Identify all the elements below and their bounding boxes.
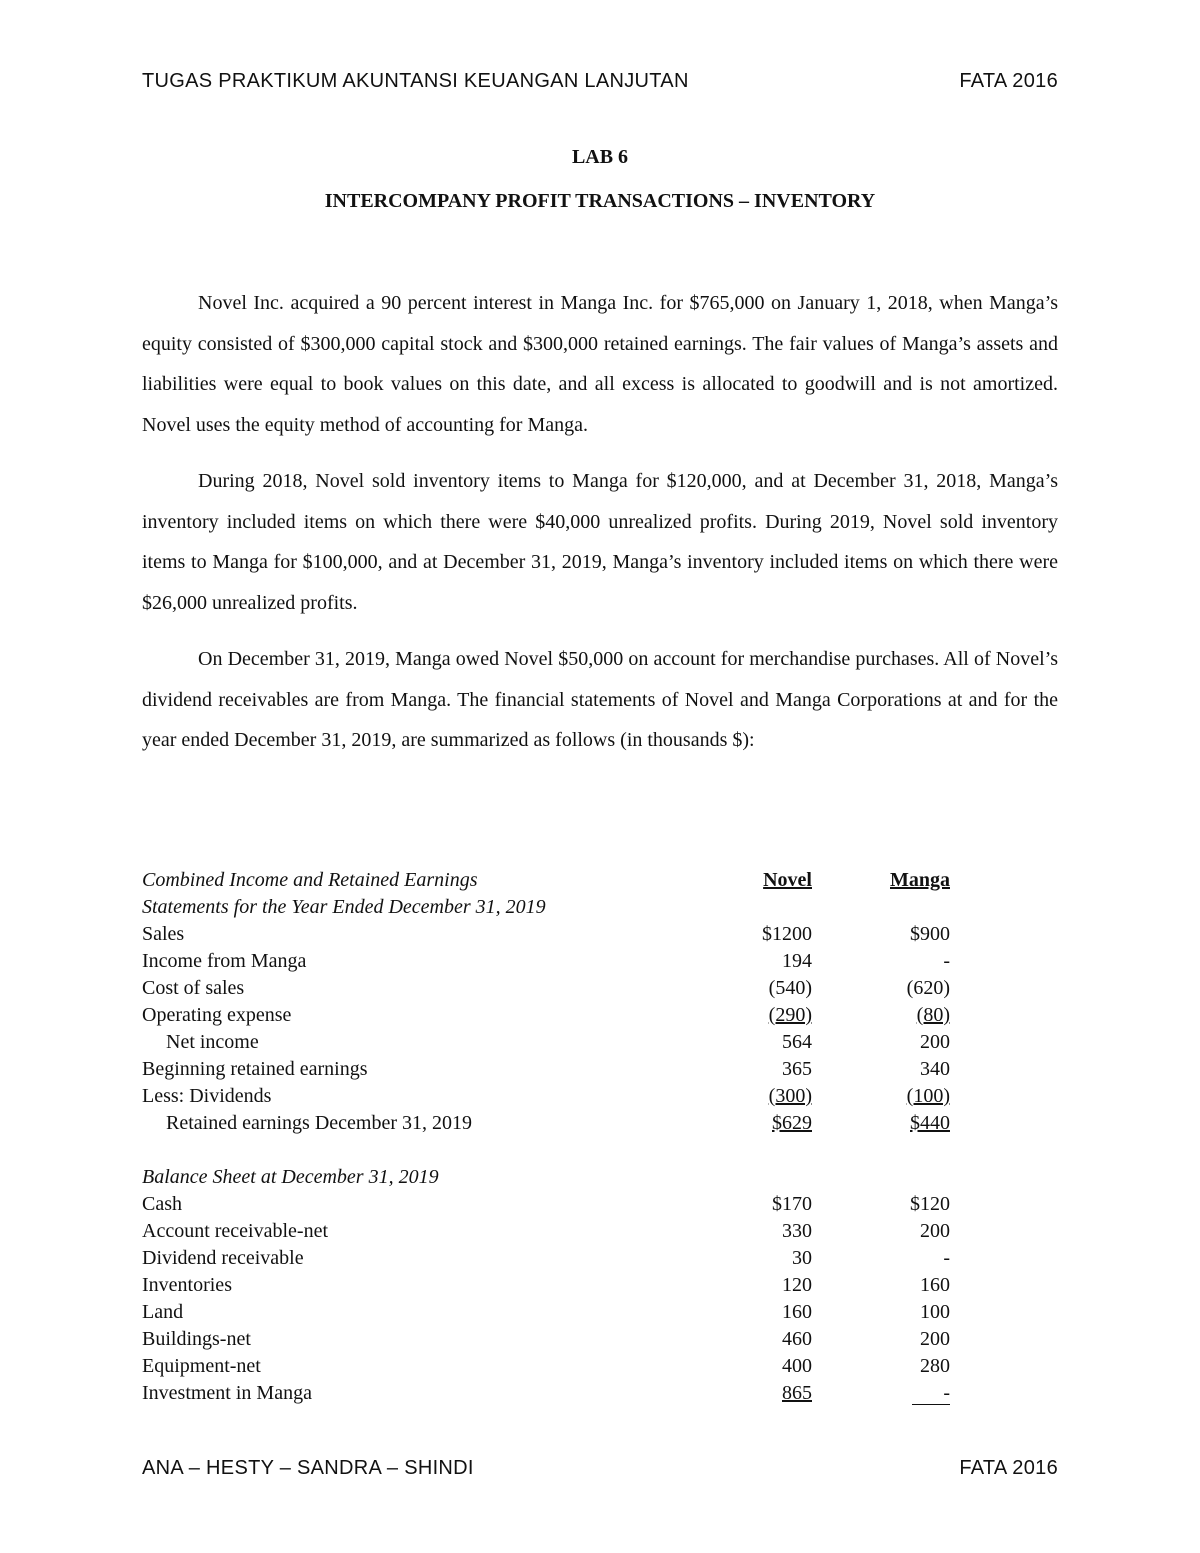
manga-value: (100) [906, 1085, 950, 1107]
table-row [142, 1191, 982, 1218]
novel-value: 865 [782, 1382, 812, 1404]
table-row [142, 948, 982, 975]
row-label: Investment in Manga [142, 1382, 312, 1404]
paragraph: During 2018, Novel sold inventory items to Manga for $120,000, and at December 31, 2018, Manga’s inventory included items on which there were $40,000 unrealized profits. During 2019, Novel sold inventory items to Manga for $100,000, and at December 31, 2019, Manga’s inventory included items on which there were $26,000 unrealized profits. [142, 470, 1058, 614]
manga-value: (80) [916, 1004, 950, 1026]
row-label: Equipment-net [142, 1355, 261, 1377]
row-label: Cash [142, 1193, 182, 1215]
row-label: Dividend receivable [142, 1247, 304, 1269]
manga-value: $120 [910, 1193, 950, 1215]
novel-column-header: Novel [763, 869, 812, 891]
novel-value: 365 [782, 1058, 812, 1080]
row-label: Cost of sales [142, 977, 245, 999]
balance-heading: Balance Sheet at December 31, 2019 [142, 1166, 439, 1188]
novel-value: $1200 [762, 923, 812, 945]
manga-value-cell [880, 1380, 950, 1407]
table-row [142, 1299, 982, 1326]
novel-value: 400 [782, 1355, 812, 1377]
manga-column-header: Manga [890, 869, 950, 891]
table-row [142, 975, 982, 1002]
row-label: Net income [166, 1031, 259, 1053]
paragraph: On December 31, 2019, Manga owed Novel $50,000 on account for merchandise purchases. All of Novel’s dividend receivables are from Manga. The financial statements of Novel and Manga Corporations at and for the year ended December 31, 2019, are summarized as follows (in thousands $): [142, 648, 1058, 751]
footer-authors: ANA – HESTY – SANDRA – SHINDI [142, 1457, 474, 1479]
manga-value: 280 [920, 1355, 950, 1377]
novel-value: (290) [768, 1004, 812, 1026]
row-label: Operating expense [142, 1004, 292, 1026]
manga-value: 200 [920, 1031, 950, 1053]
page-footer [142, 1457, 1058, 1480]
row-label: Retained earnings December 31, 2019 [166, 1112, 473, 1134]
novel-value: 330 [782, 1220, 812, 1242]
footer-right: FATA 2016 [959, 1457, 1058, 1479]
row-label: Income from Manga [142, 950, 307, 972]
manga-value: $900 [910, 923, 950, 945]
novel-value: 120 [782, 1274, 812, 1296]
paragraph: Novel Inc. acquired a 90 percent interest in Manga Inc. for $765,000 on January 1, 2018, when Manga’s equity consisted of $300,000 capital stock and $300,000 retained earnings. The fair values of Manga’s assets and liabilities were equal to book values on this date, and all excess is allocated to goodwill and is not amortized. Novel uses the equity method of accounting for Manga. [142, 292, 1058, 436]
row-label: Beginning retained earnings [142, 1058, 368, 1080]
manga-value: 100 [920, 1301, 950, 1323]
novel-value: 160 [782, 1301, 812, 1323]
income-heading: Combined Income and Retained Earnings [142, 869, 478, 891]
table-row [142, 1380, 982, 1407]
manga-value: $440 [910, 1112, 950, 1134]
table-row [142, 1029, 982, 1056]
manga-value: - [912, 1382, 950, 1405]
novel-value: (540) [768, 977, 812, 999]
row-label: Land [142, 1301, 184, 1323]
novel-value: 194 [782, 950, 812, 972]
header-title: TUGAS PRAKTIKUM AKUNTANSI KEUANGAN LANJUTAN [142, 70, 689, 92]
novel-value: 460 [782, 1328, 812, 1350]
manga-value: 200 [920, 1220, 950, 1242]
table-row [142, 1083, 982, 1110]
lab-title: LAB 6 [571, 146, 629, 168]
problem-text [142, 283, 1058, 777]
table-row [142, 1272, 982, 1299]
row-label: Less: Dividends [142, 1085, 272, 1107]
manga-value: 340 [920, 1058, 950, 1080]
table-row [142, 1056, 982, 1083]
table-row [142, 1218, 982, 1245]
header-right: FATA 2016 [959, 70, 1058, 92]
row-label: Inventories [142, 1274, 232, 1296]
manga-value: 160 [920, 1274, 950, 1296]
table-row [142, 1110, 982, 1137]
row-label: Account receivable-net [142, 1220, 329, 1242]
table-row [142, 1002, 982, 1029]
novel-value: $170 [772, 1193, 812, 1215]
income-heading-row [142, 894, 982, 921]
financial-statements [142, 867, 982, 1407]
manga-value: (620) [906, 977, 950, 999]
table-row [142, 1245, 982, 1272]
balance-heading-row [142, 1164, 982, 1191]
page-header [142, 70, 1058, 93]
manga-value: 200 [920, 1328, 950, 1350]
document-subtitle: INTERCOMPANY PROFIT TRANSACTIONS – INVENTORY [324, 190, 876, 212]
novel-value: (300) [768, 1085, 812, 1107]
income-heading-row [142, 867, 982, 894]
manga-value: - [943, 1247, 950, 1269]
table-row [142, 1353, 982, 1380]
table-row [142, 921, 982, 948]
manga-value: - [943, 950, 950, 972]
income-subheading: Statements for the Year Ended December 31, 2019 [142, 896, 546, 918]
row-label: Sales [142, 923, 185, 945]
table-row [142, 1326, 982, 1353]
novel-value: 30 [792, 1247, 812, 1269]
novel-value: $629 [772, 1112, 812, 1134]
row-label: Buildings-net [142, 1328, 251, 1350]
novel-value: 564 [782, 1031, 812, 1053]
